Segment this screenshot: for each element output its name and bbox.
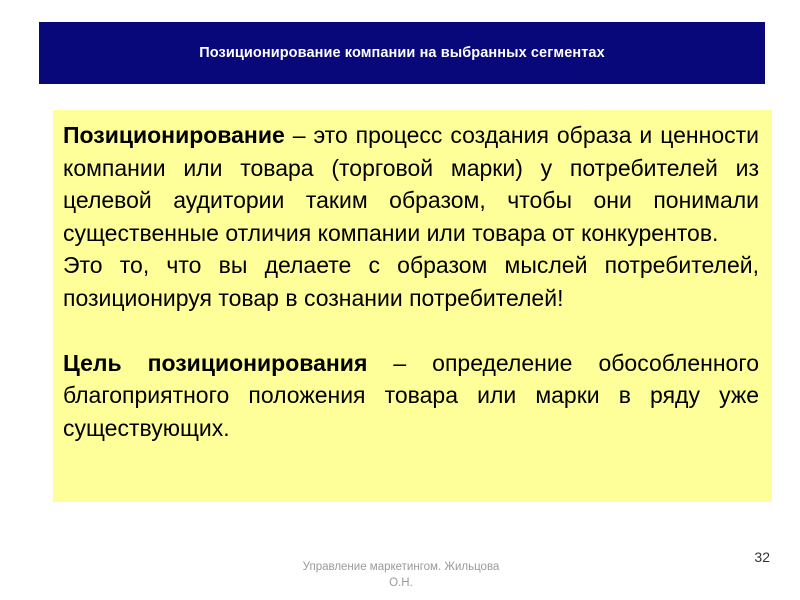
goal-text: – определение обособленного благоприятного положения товара или марки в ряду уже существующих. <box>63 349 759 441</box>
title-bar <box>39 22 765 84</box>
slide-title: Позиционирование компании на выбранных сегментах <box>199 45 605 61</box>
explanation-paragraph: Это то, что вы делаете с образом мыслей потребителей, позиционируя товар в сознании потребителей! <box>63 252 759 311</box>
paragraph-spacer <box>63 314 759 347</box>
goal-paragraph <box>63 347 759 445</box>
page-number: 32 <box>754 549 770 565</box>
footer-source: Управление маркетингом. Жильцова О.Н. <box>302 561 500 589</box>
definition-term: Позиционирование <box>63 122 285 148</box>
definition-text: – это процесс создания образа и ценности компании или товара (торговой марки) у потребителей из целевой аудитории таким образом, чтобы они понимали существенные отличия компании или товара от конкурентов. <box>63 122 759 246</box>
definition-paragraph <box>63 119 759 249</box>
content-box <box>53 110 772 502</box>
goal-term: Цель позиционирования <box>63 349 368 376</box>
